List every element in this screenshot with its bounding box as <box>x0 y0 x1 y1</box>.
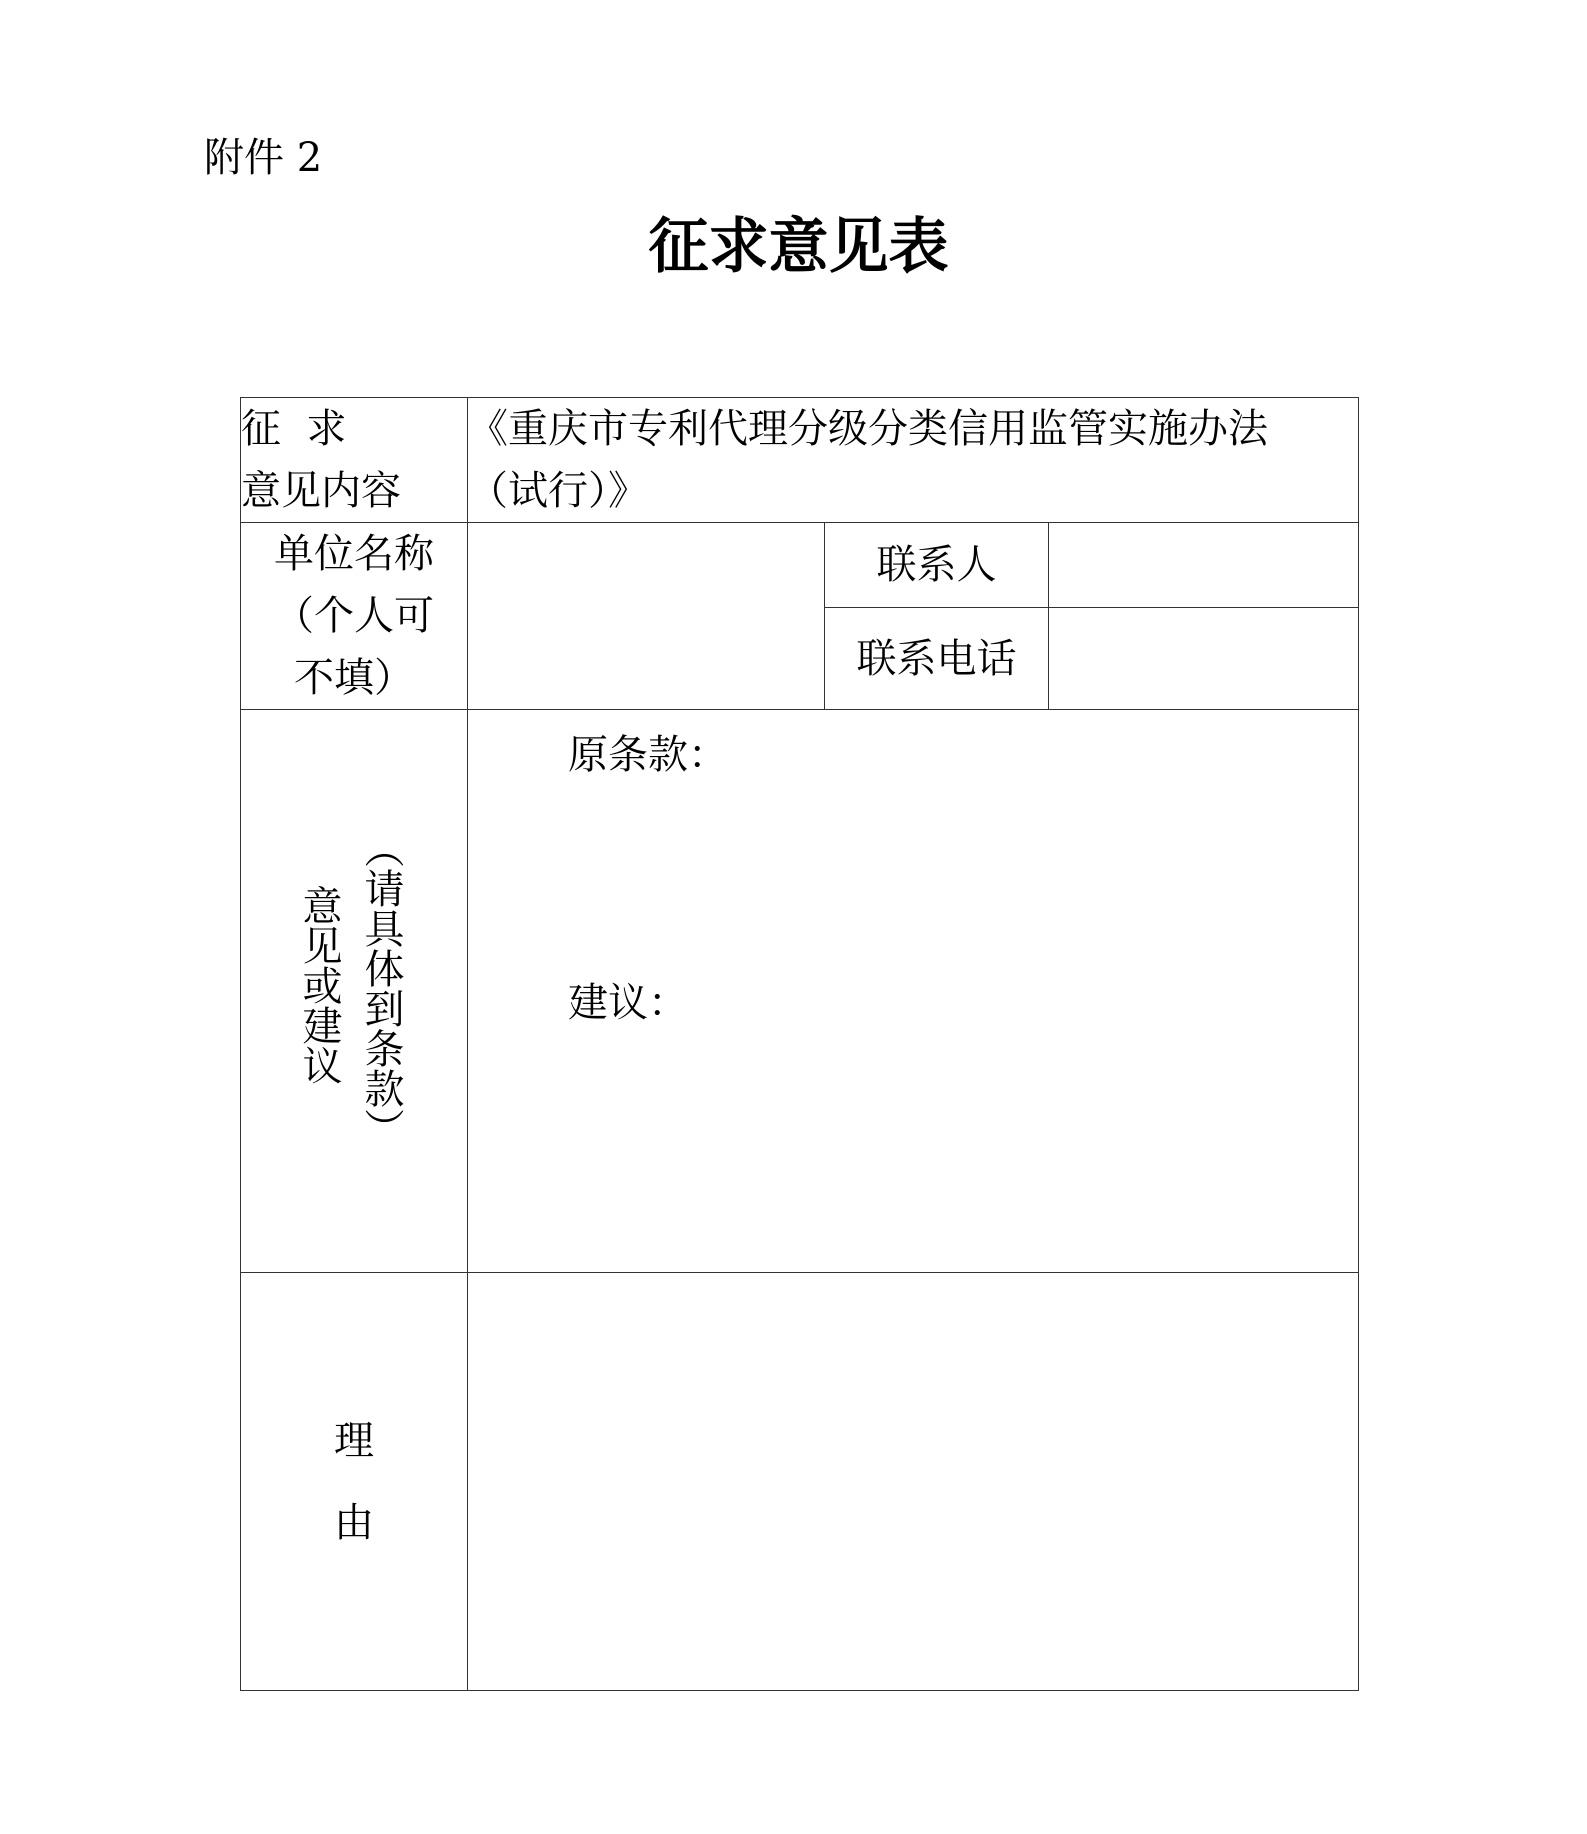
opinion-value-field[interactable] <box>468 710 1359 1273</box>
topic-label-line1: 征 求 <box>241 406 347 452</box>
topic-value-cell <box>468 398 1359 523</box>
topic-label-line2: 意见内容 <box>241 468 401 514</box>
topic-value-line1: 《重庆市专利代理分级分类信用监管实施办法 <box>468 406 1268 452</box>
opinion-label: 意见或建议 <box>296 885 342 1085</box>
page-title: 征求意见表 <box>648 212 949 282</box>
contact-label: 联系人 <box>825 523 1049 608</box>
opinion-row <box>241 710 1359 1273</box>
contact-value-field[interactable] <box>1049 523 1359 608</box>
unit-label-line2: （个人可 <box>274 593 434 639</box>
unit-row <box>241 523 1359 608</box>
reason-label-char1: 理 <box>334 1417 374 1464</box>
reason-label-cell <box>241 1273 468 1691</box>
unit-label-line3: 不填） <box>294 655 414 701</box>
attachment-label: 附件 2 <box>204 135 323 181</box>
original-clause-label: 原条款： <box>568 732 728 778</box>
phone-value-field[interactable] <box>1049 608 1359 710</box>
unit-label-cell <box>241 523 468 710</box>
reason-value-field[interactable] <box>468 1273 1359 1691</box>
reason-row <box>241 1273 1359 1691</box>
opinion-label-cell <box>241 710 468 1273</box>
topic-label-cell <box>241 398 468 523</box>
unit-value-field[interactable] <box>468 523 825 710</box>
unit-label-line1: 单位名称 <box>274 531 434 577</box>
phone-label: 联系电话 <box>825 608 1049 710</box>
opinion-hint: （请具体到条款） <box>358 828 404 1148</box>
topic-row <box>241 398 1359 523</box>
suggestion-label: 建议： <box>568 980 688 1026</box>
reason-label-char2: 由 <box>334 1499 374 1546</box>
opinion-form-table <box>240 397 1359 1691</box>
topic-value-line2: （试行）》 <box>468 468 648 514</box>
